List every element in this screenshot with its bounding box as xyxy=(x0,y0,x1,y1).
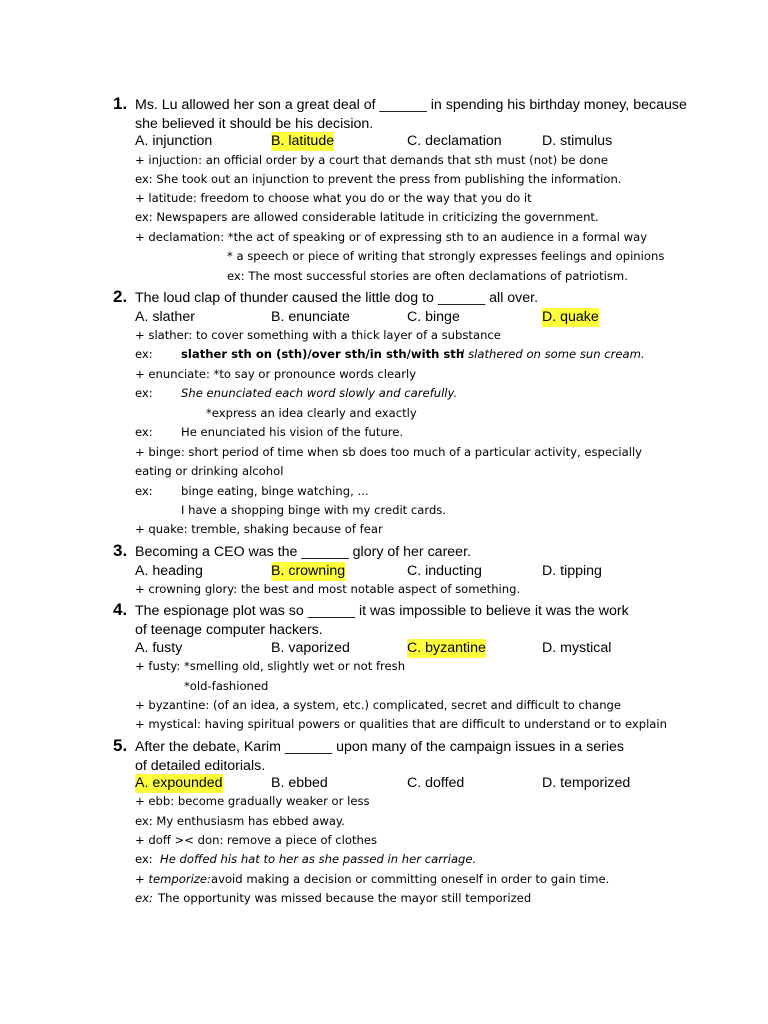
option-a: A. heading xyxy=(135,563,203,579)
note-label: ex: xyxy=(135,852,153,866)
note-label: ex: xyxy=(135,386,153,400)
note-definition: avoid making a decision or committing oneself in order to gain time. xyxy=(211,872,610,886)
note-line: + enunciate: *to say or pronounce words clearly xyxy=(135,367,417,381)
option-c: C. declamation xyxy=(407,133,502,149)
option-d: D. stimulus xyxy=(542,133,613,149)
question-number: 3. xyxy=(113,541,128,560)
note-line: + doff >< don: remove a piece of clothes xyxy=(135,833,378,847)
note-line: + binge: short period of time when sb does too much of a particular activity, especially xyxy=(135,445,643,459)
note-line: ex: My enthusiasm has ebbed away. xyxy=(135,814,345,828)
note-example: binge eating, binge watching, ... xyxy=(181,484,369,498)
option-d: D. mystical xyxy=(542,640,612,656)
question-stem: The espionage plot was so ______ it was impossible to believe it was the work of teenage computer hackers. xyxy=(135,603,629,638)
note-line: + mystical: having spiritual powers or qualities that are difficult to understand or to explain xyxy=(135,717,667,731)
note-line: * a speech or piece of writing that strongly expresses feelings and opinions xyxy=(227,249,665,263)
question-stem: Ms. Lu allowed her son a great deal of ______ in spending his birthday money, because she believed it should be his decision. xyxy=(135,97,687,132)
option-b-answer: B. crowning xyxy=(271,563,346,579)
question-stem: Becoming a CEO was the ______ glory of her career. xyxy=(135,544,471,560)
note-example: He enunciated his vision of the future. xyxy=(181,425,404,439)
note-example: I slathered on some sun cream. xyxy=(461,347,645,361)
note-line: + latitude: freedom to choose what you do or the way that you do it xyxy=(135,191,532,205)
note-example: He doffed his hat to her as she passed in her carriage. xyxy=(160,852,477,866)
note-term: + temporize: xyxy=(135,872,211,886)
note-line: ex: The most successful stories are often declamations of patriotism. xyxy=(227,269,628,283)
question-number: 4. xyxy=(113,600,128,619)
option-c: C. binge xyxy=(407,309,460,325)
note-line: + crowning glory: the best and most notable aspect of something. xyxy=(135,582,521,596)
note-example: I have a shopping binge with my credit cards. xyxy=(181,503,447,517)
note-line: + byzantine: (of an idea, a system, etc.) complicated, secret and difficult to change xyxy=(135,698,622,712)
note-line: + declamation: *the act of speaking or of expressing sth to an audience in a formal way xyxy=(135,230,648,244)
note-line: + quake: tremble, shaking because of fear xyxy=(135,522,383,536)
note-label: ex: xyxy=(135,425,153,439)
note-line: eating or drinking alcohol xyxy=(135,464,284,478)
option-b: B. ebbed xyxy=(271,775,328,791)
note-label: ex: xyxy=(135,347,153,361)
note-line: + slather: to cover something with a thick layer of a substance xyxy=(135,328,501,342)
note-line: ex: She took out an injunction to prevent the press from publishing the information. xyxy=(135,172,622,186)
option-a: A. slather xyxy=(135,309,195,325)
option-b: B. enunciate xyxy=(271,309,350,325)
note-example: She enunciated each word slowly and carefully. xyxy=(181,386,458,400)
note-label: ex: xyxy=(135,891,153,905)
note-label: ex: xyxy=(135,484,153,498)
question-number: 1. xyxy=(113,94,128,113)
option-d-answer: D. quake xyxy=(542,309,599,325)
option-a: A. injunction xyxy=(135,133,213,149)
note-line: + injuction: an official order by a court that demands that sth must (not) be done xyxy=(135,153,609,167)
note-line: *old-fashioned xyxy=(184,679,269,693)
question-number: 5. xyxy=(113,736,128,755)
note-line: + ebb: become gradually weaker or less xyxy=(135,794,370,808)
option-a-answer: A. expounded xyxy=(135,775,223,791)
option-d: D. tipping xyxy=(542,563,602,579)
option-a: A. fusty xyxy=(135,640,183,656)
option-b: B. vaporized xyxy=(271,640,350,656)
option-c-answer: C. byzantine xyxy=(407,640,486,656)
note-line: ex: Newspapers are allowed considerable latitude in criticizing the government. xyxy=(135,210,599,224)
question-stem: The loud clap of thunder caused the little dog to ______ all over. xyxy=(135,290,539,306)
note-example: The opportunity was missed because the mayor still temporized xyxy=(158,891,532,905)
option-c: C. inducting xyxy=(407,563,482,579)
note-pattern: slather sth on (sth)/over sth/in sth/with sth xyxy=(181,347,465,361)
option-b-answer: B. latitude xyxy=(271,133,335,149)
option-c: C. doffed xyxy=(407,775,465,791)
note-line: *express an idea clearly and exactly xyxy=(206,406,417,420)
note-line: + fusty: *smelling old, slightly wet or not fresh xyxy=(135,659,406,673)
option-d: D. temporized xyxy=(542,775,631,791)
question-stem: After the debate, Karim ______ upon many of the campaign issues in a series of detailed editorials. xyxy=(135,739,624,774)
question-number: 2. xyxy=(113,287,128,306)
